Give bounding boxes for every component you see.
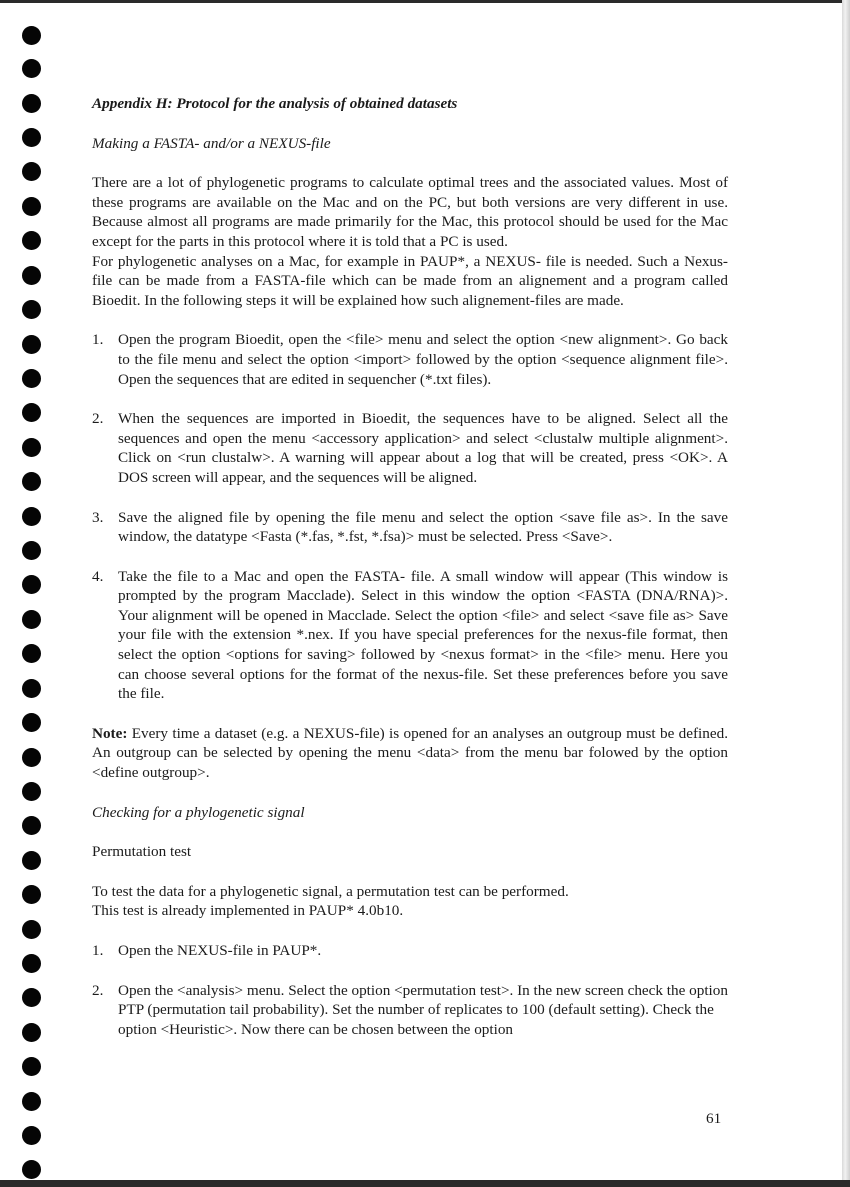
binder-hole-icon [22, 748, 41, 767]
page-number: 61 [706, 1110, 722, 1127]
step-text: Save the aligned file by opening the file menu and select the option <save file as>. In the save window, the datatype <Fasta (*.fas, *.fst, *.fsa)> must be selected. Press <Save>. [118, 508, 728, 546]
step-text: Open the program Bioedit, open the <file> menu and select the option <new alignment>. Go back to the file menu and select the option <import> followed by the option <sequence alignment file>. Open the sequences that are edited in sequencher (*.txt files). [118, 331, 728, 388]
section-title-phylogenetic-signal: Checking for a phylogenetic signal [92, 803, 305, 821]
list-item [92, 567, 728, 704]
step-text: Take the file to a Mac and open the FASTA- file. A small window will appear (This window is prompted by the program Macclade). Select in this window the option <FASTA (DNA/RNA)>. Your alignment will be opened in Macclade. Select the option <file> and select <save file as> Save your file with the extension *.nex. If you have special preferences for the nexus-file format, then select the option <options for saving> followed by <nexus format> in the <file> menu. Here you can choose several options for the format of the nexus-file. Set these preferences before you save the file. [118, 567, 728, 703]
step-text: Open the NEXUS-file in PAUP*. [118, 942, 322, 959]
binder-hole-icon [22, 816, 41, 835]
list-item [92, 981, 728, 1040]
binder-hole-icon [22, 128, 41, 147]
step-number: 4. [92, 567, 104, 585]
binder-hole-icon [22, 403, 41, 422]
list-item [92, 941, 728, 961]
step-text: When the sequences are imported in Bioedit, the sequences have to be aligned. Select all the sequences and open the menu <accessory application> and select <clustalw multiple alignment>. Click on <run clustalw>. A warning will appear about a log that will be created, press <OK>. A DOS screen will appear, and the sequences will be aligned. [118, 410, 728, 486]
note-text: Every time a dataset (e.g. a NEXUS-file) is opened for an analyses an outgroup must be defined. An outgroup can be selected by opening the menu <data> from the menu bar folowed by the option <define outgroup>. [92, 724, 728, 782]
binder-holes [22, 22, 44, 1182]
scan-edge-bottom [0, 1180, 850, 1187]
step-text: Open the <analysis> menu. Select the option <permutation test>. In the new screen check the option PTP (permutation tail probability). Set the number of replicates to 100 (default setting). Check the option <Heuristic>. Now there can be chosen between the option [118, 981, 728, 1038]
binder-hole-icon [22, 94, 41, 113]
section-title-fasta-nexus: Making a FASTA- and/or a NEXUS-file [92, 134, 331, 152]
step-number: 2. [92, 981, 104, 999]
scan-edge-top [0, 0, 850, 3]
fasta-steps-list [92, 330, 728, 704]
permutation-intro-line: This test is already implemented in PAUP* 4.0b10. [92, 902, 404, 920]
list-item [92, 508, 728, 547]
list-item [92, 409, 728, 487]
page-content [92, 94, 728, 1039]
binder-hole-icon [22, 335, 41, 354]
permutation-steps-list [92, 941, 728, 1039]
intro-paragraph: For phylogenetic analyses on a Mac, for example in PAUP*, a NEXUS- file is needed. Such a Nexus- file can be made from a FASTA-file which can be made from an alignement and a program called Bioedit. In the following steps it will be explained how such alignement-files are made. [92, 252, 728, 309]
step-number: 3. [92, 508, 104, 526]
binder-hole-icon [22, 300, 41, 319]
list-item [92, 330, 728, 389]
binder-hole-icon [22, 679, 41, 698]
step-number: 1. [92, 942, 104, 959]
binder-hole-icon [22, 59, 41, 78]
binder-hole-icon [22, 988, 41, 1007]
binder-hole-icon [22, 1057, 41, 1076]
appendix-title: Appendix H: Protocol for the analysis of obtained datasets [92, 95, 458, 112]
binder-hole-icon [22, 1092, 41, 1111]
binder-hole-icon [22, 231, 41, 250]
binder-hole-icon [22, 162, 41, 181]
scan-edge-right [842, 0, 850, 1187]
step-number: 2. [92, 410, 104, 428]
subsection-title-permutation-test: Permutation test [92, 843, 192, 861]
binder-hole-icon [22, 885, 41, 904]
binder-hole-icon [22, 1126, 41, 1145]
binder-hole-icon [22, 1160, 41, 1179]
permutation-intro-line: To test the data for a phylogenetic signal, a permutation test can be performed. [92, 882, 569, 900]
binder-hole-icon [22, 26, 41, 45]
binder-hole-icon [22, 266, 41, 285]
binder-hole-icon [22, 644, 41, 663]
binder-hole-icon [22, 472, 41, 491]
binder-hole-icon [22, 851, 41, 870]
binder-hole-icon [22, 507, 41, 526]
binder-hole-icon [22, 610, 41, 629]
note-paragraph [92, 724, 728, 783]
binder-hole-icon [22, 954, 41, 973]
binder-hole-icon [22, 575, 41, 594]
binder-hole-icon [22, 369, 41, 388]
note-label: Note: [92, 724, 128, 742]
step-number: 1. [92, 331, 104, 349]
binder-hole-icon [22, 1023, 41, 1042]
binder-hole-icon [22, 782, 41, 801]
intro-paragraph: There are a lot of phylogenetic programs to calculate optimal trees and the associated values. Most of these programs are available on the Mac and on the PC, but both versions are very different in use. Because almost all programs are made primarily for the Mac, this protocol should be used for the Mac except for the parts in this protocol where it is told that a PC is used. [92, 174, 728, 250]
binder-hole-icon [22, 438, 41, 457]
binder-hole-icon [22, 541, 41, 560]
binder-hole-icon [22, 713, 41, 732]
binder-hole-icon [22, 197, 41, 216]
binder-hole-icon [22, 920, 41, 939]
